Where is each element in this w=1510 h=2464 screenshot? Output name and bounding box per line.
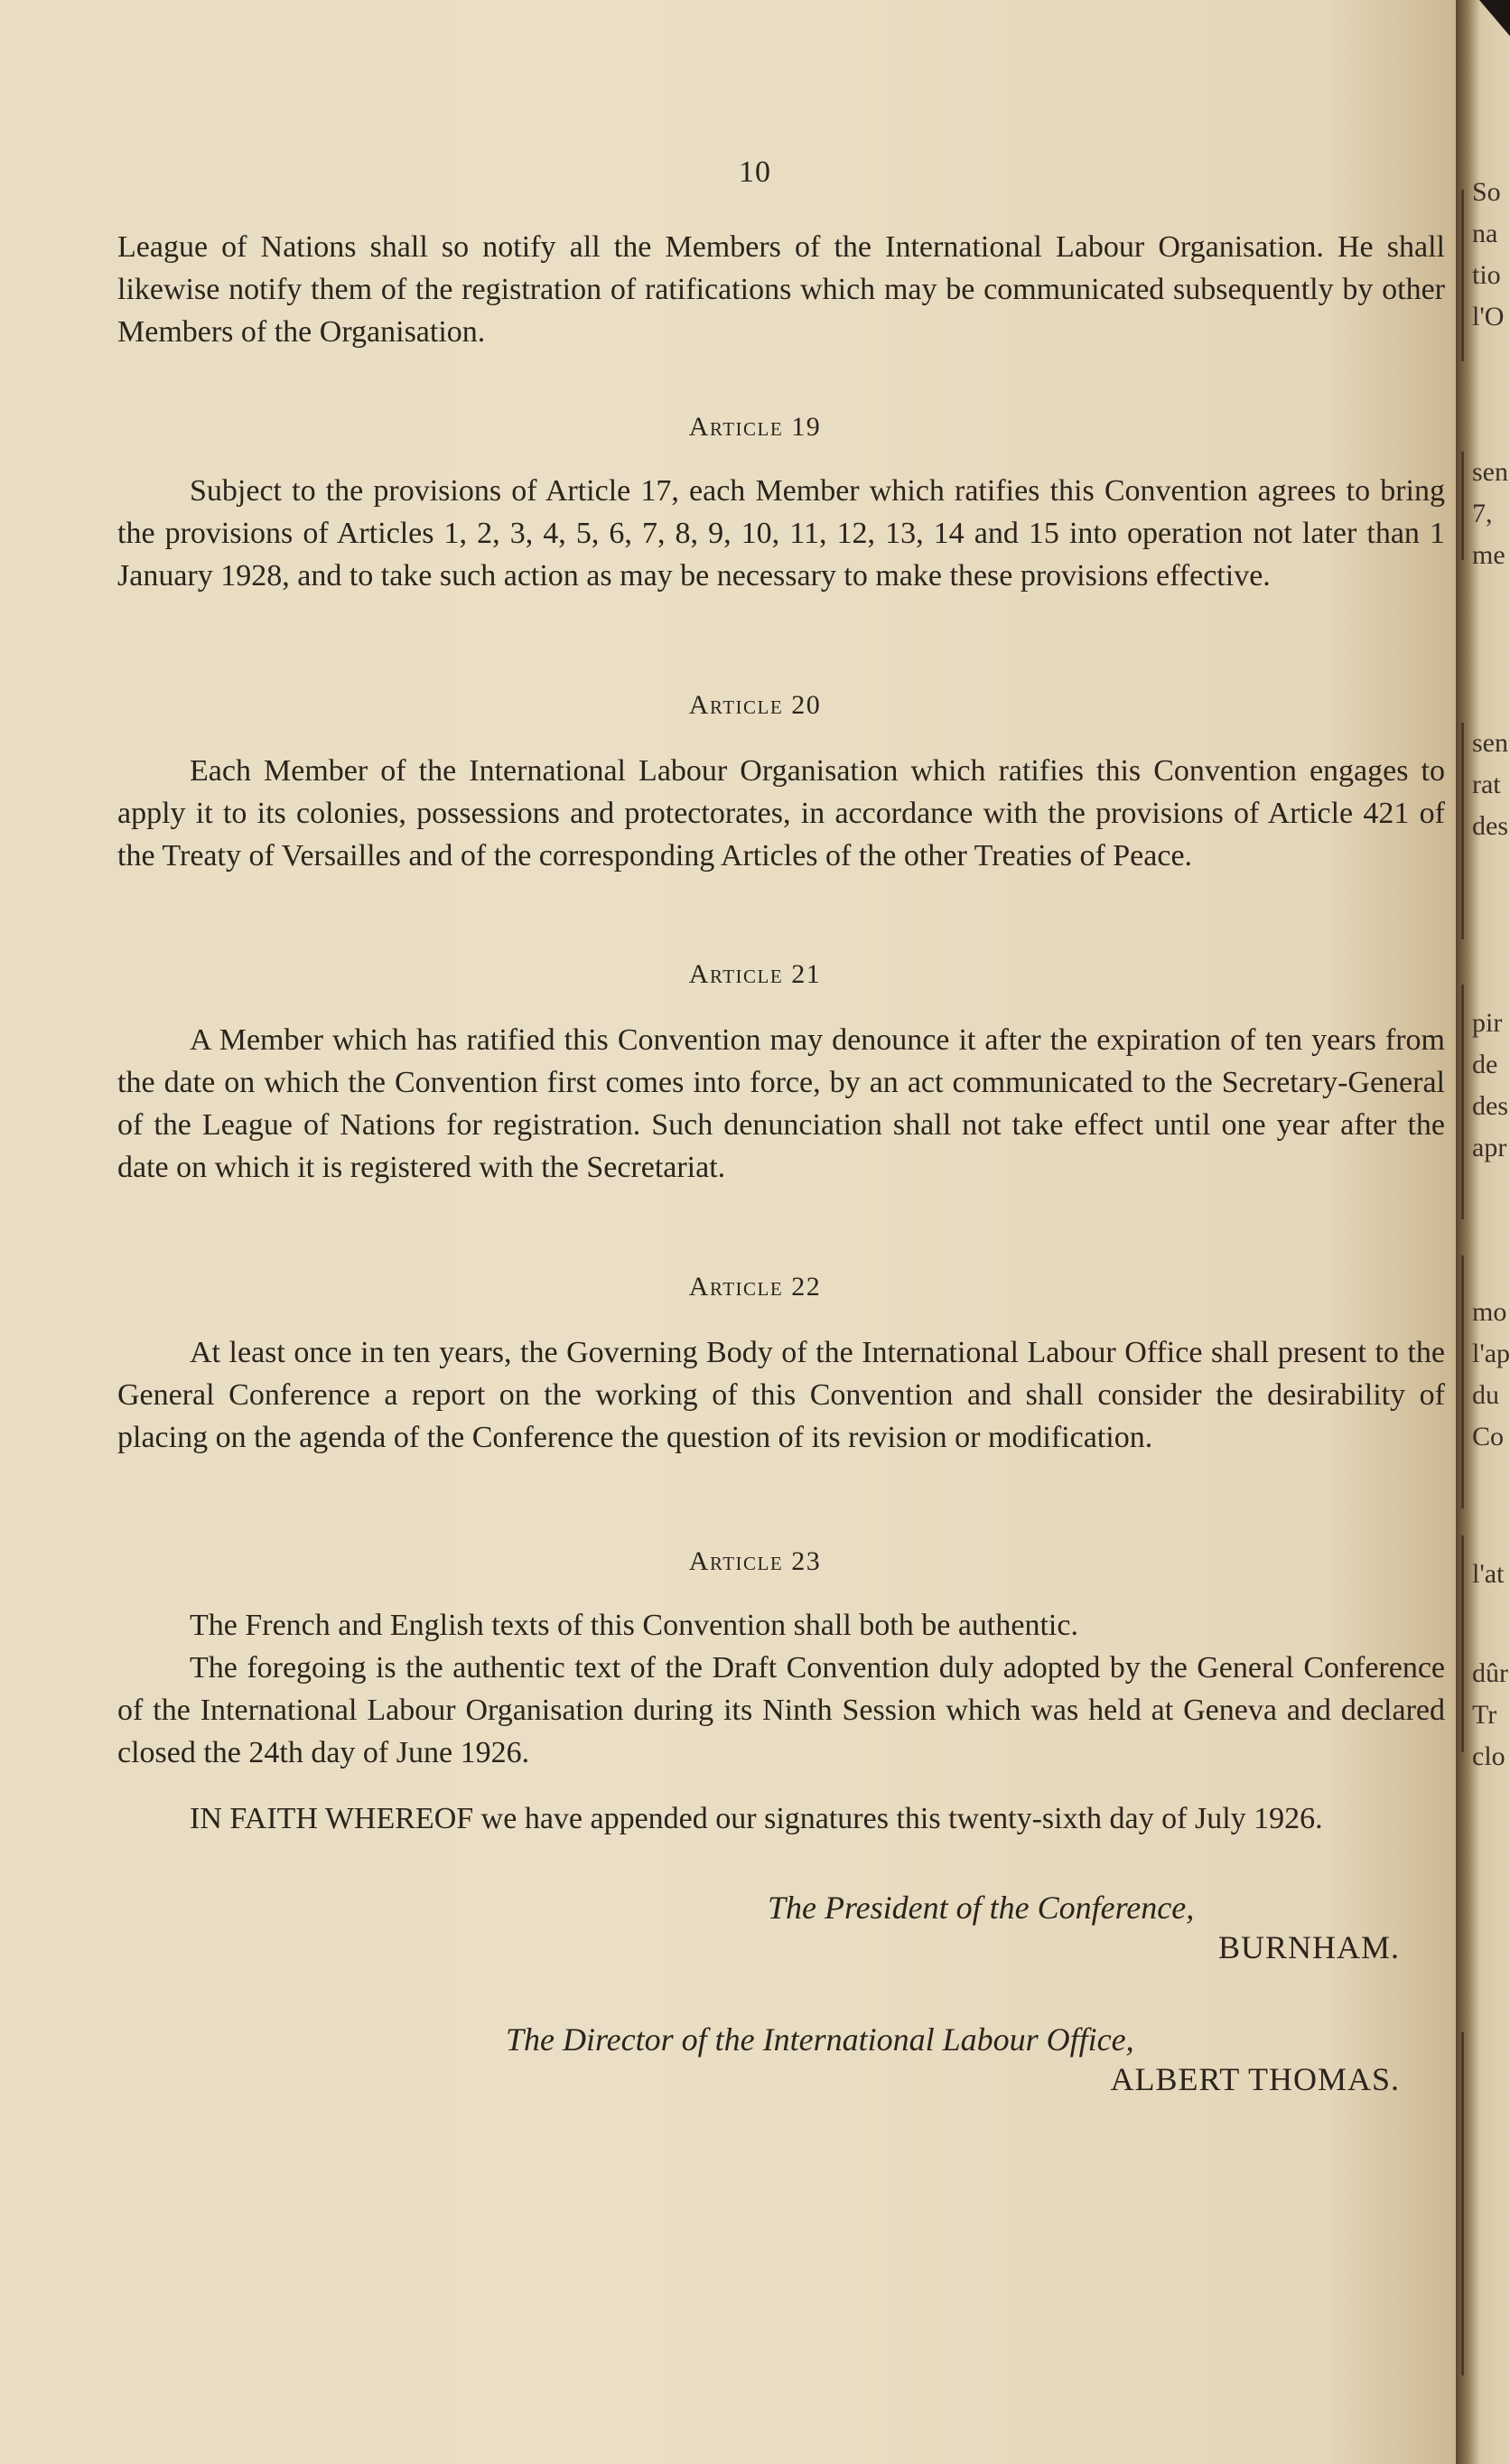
facing-page-rule [1461,2032,1464,2375]
facing-fragment: de [1472,1050,1498,1079]
signature-director-role: The Director of the International Labour Office, [506,2021,1134,2058]
facing-page-text-4 [1472,1003,1510,1169]
facing-fragment: l'ap [1472,1339,1510,1368]
facing-fragment: Co [1472,1422,1505,1451]
article-23-heading: Article 23 [688,1546,822,1576]
facing-fragment: pir [1472,1008,1503,1038]
facing-page-rule [1461,1535,1464,1752]
article-23-body [117,1604,1445,1774]
article-21-text: A Member which has ratified this Convention may denounce it after the expiration of ten years from the date on which the Convention first comes into force, by an act communicated to the Secretary-General of the League of Nations for registration. Such denunciation shall not take effect until one year after the date on which it is registered with the Secretariat. [117,1023,1445,1184]
article-19-heading: Article 19 [688,412,822,442]
facing-page-text-3 [1472,723,1510,847]
facing-fragment: So [1472,177,1501,207]
page-corner [1479,0,1510,36]
article-22-text: At least once in ten years, the Governing Body of the International Labour Office shall present to the General Conference a report on the working of this Convention and shall consider the desirability of placing on the agenda of the Conference the question of its revision or modification. [117,1336,1445,1454]
signature-president-role: The President of the Conference, [768,1890,1195,1926]
signature-director [506,2020,1400,2099]
article-21-body [117,1019,1445,1189]
certification-text: The foregoing is the authentic text of the Draft Convention duly adopted by the General Conference of the International Labour Organisation during its Ninth Session which was held at Geneva and declared closed the 24th day of June 1926. [117,1651,1445,1769]
facing-page-rule [1461,723,1464,939]
article-19-text: Subject to the provisions of Article 17, each Member which ratifies this Convention agrees to bring the provisions of Articles 1, 2, 3, 4, 5, 6, 7, 8, 9, 10, 11, 12, 13, 14 and 15 into operation not later than 1 January 1928, and to take such action as may be necessary to make these provisions effective. [117,474,1445,593]
facing-fragment: dûr [1472,1658,1508,1688]
faith-clause-text: IN FAITH WHEREOF we have appended our signatures this twenty-sixth day of July 1926. [190,1802,1323,1835]
facing-fragment: tio [1472,260,1501,290]
facing-page-text-2 [1472,452,1510,576]
article-19-body [117,470,1445,597]
facing-fragment: sen [1472,728,1508,758]
facing-fragment: Tr [1472,1700,1497,1730]
article-20-body [117,750,1445,877]
signature-president [768,1888,1400,1967]
facing-page-rule [1461,985,1464,1219]
facing-page-rule [1461,190,1464,361]
article-21-heading: Article 21 [688,959,822,989]
facing-fragment: sen [1472,457,1508,487]
facing-fragment: apr [1472,1133,1507,1162]
intro-text: League of Nations shall so notify all the Members of the International Labour Organisation. He shall likewise notify them of the registration of ratifications which may be communicated subsequently by other Members of the Organisation. [117,230,1445,349]
facing-fragment: clo [1472,1741,1505,1771]
facing-page-rule [1461,1255,1464,1508]
book-gutter [1456,0,1510,2464]
facing-page-rule [1461,452,1464,560]
intro-paragraph [117,226,1445,353]
article-20-text: Each Member of the International Labour Organisation which ratifies this Convention engages to apply it to its colonies, possessions and protectorates, in accordance with the provisions of Article 421 of the Treaty of Versailles and of the corresponding Articles of the other Treaties of Peace. [117,754,1445,873]
faith-clause [117,1797,1445,1840]
facing-fragment: l'at [1472,1559,1505,1589]
facing-page-text-1 [1472,172,1510,338]
facing-fragment: mo [1472,1297,1507,1327]
facing-fragment: na [1472,219,1498,248]
article-20-heading: Article 20 [688,690,822,720]
article-23-text: The French and English texts of this Convention shall both be authentic. [190,1609,1078,1642]
facing-fragment: des [1472,1091,1508,1121]
facing-page-text-6 [1472,1554,1510,1595]
signature-director-name: ALBERT THOMAS. [1110,2061,1400,2097]
facing-fragment: rat [1472,770,1501,799]
facing-fragment: du [1472,1380,1499,1410]
facing-fragment: des [1472,811,1508,841]
facing-fragment: me [1472,540,1505,570]
facing-page-text-5 [1472,1292,1510,1458]
facing-page-text-7 [1472,1653,1510,1778]
article-22-body [117,1331,1445,1459]
signature-president-name: BURNHAM. [1217,1929,1400,1965]
facing-fragment: 7, [1472,499,1493,528]
facing-fragment: l'O [1472,302,1505,331]
article-22-heading: Article 22 [688,1272,822,1302]
page-number: 10 [739,155,771,189]
